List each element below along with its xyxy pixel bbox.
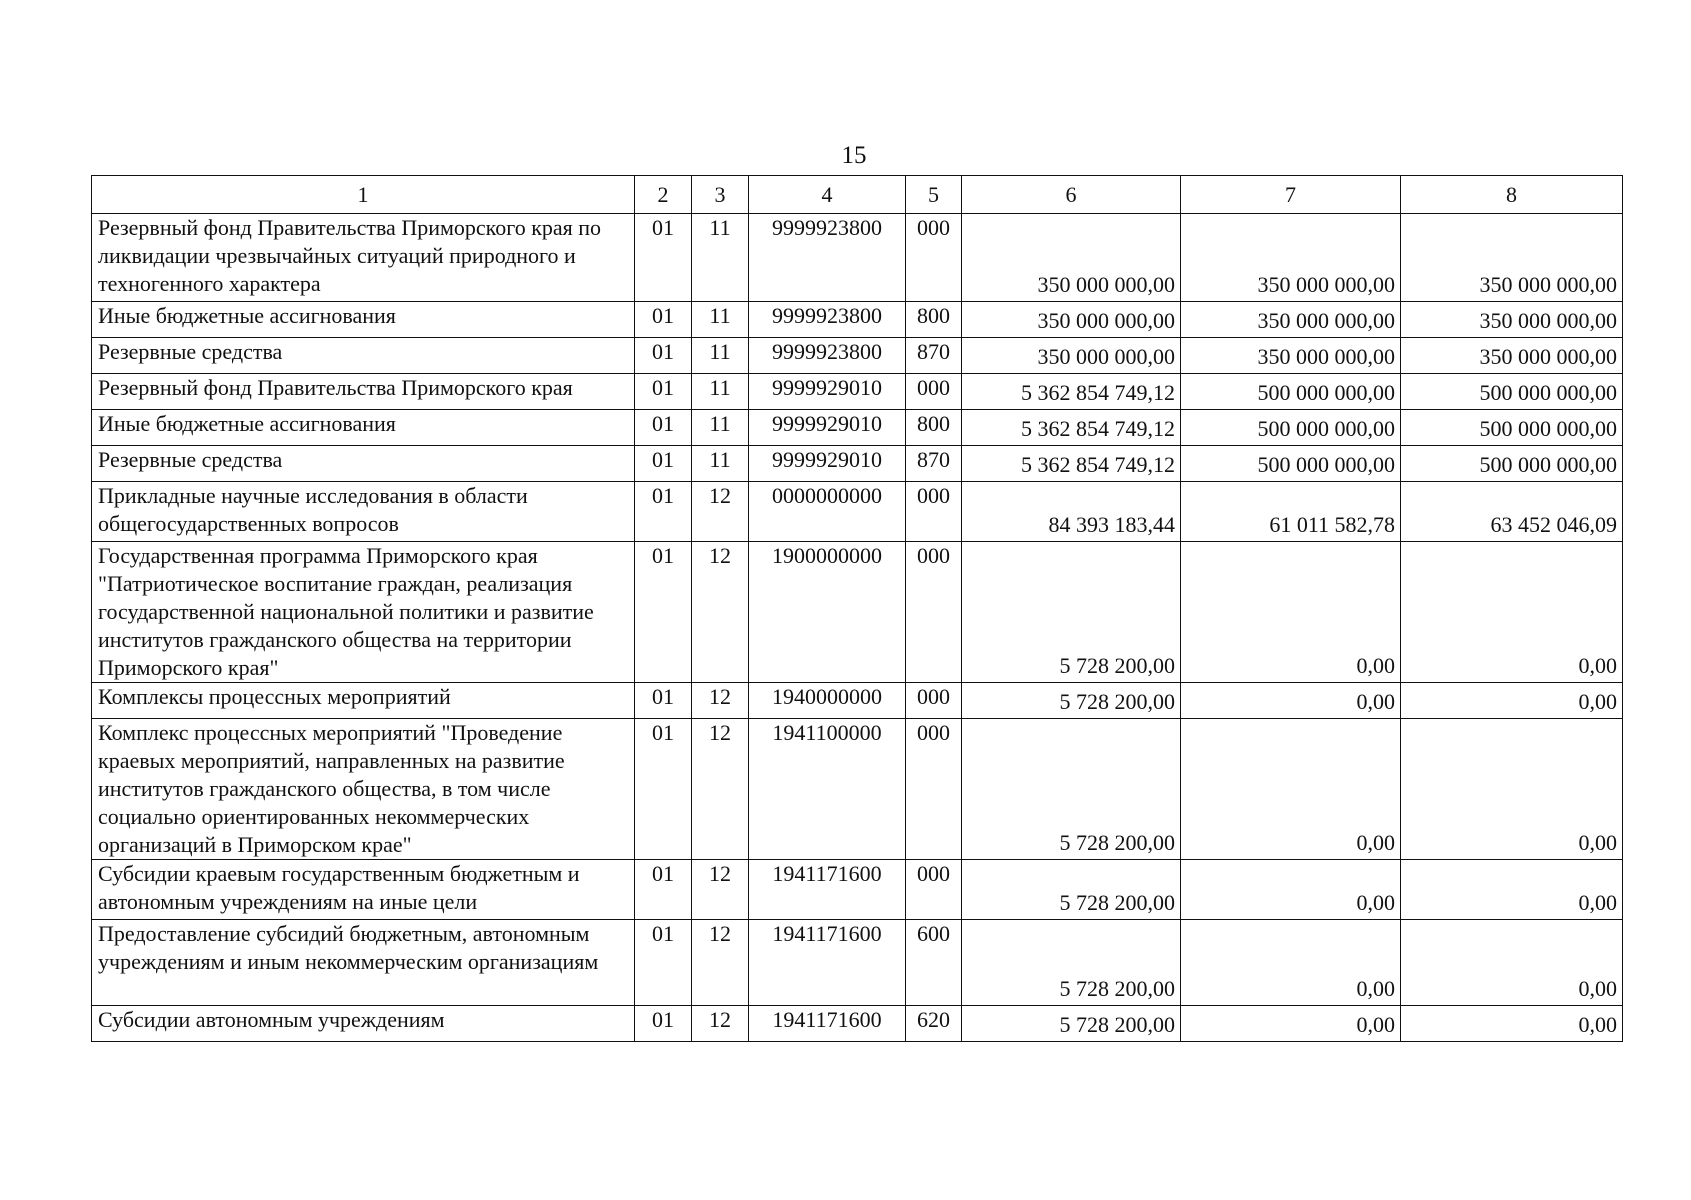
amount-col6-cell: 5 728 200,00 <box>962 1006 1181 1042</box>
amount-col8-cell: 0,00 <box>1401 719 1623 860</box>
section-code-cell: 01 <box>635 446 692 482</box>
target-article-code-cell: 1941171600 <box>749 860 906 920</box>
section-code-cell: 01 <box>635 719 692 860</box>
subsection-code-cell: 12 <box>692 1006 749 1042</box>
amount-col6-cell: 5 362 854 749,12 <box>962 410 1181 446</box>
expense-type-code-cell: 620 <box>906 1006 962 1042</box>
row-name-cell: Субсидии автономным учреждениям <box>92 1006 635 1042</box>
subsection-code-cell: 12 <box>692 860 749 920</box>
row-name-cell: Резервный фонд Правительства Приморского края по ликвидации чрезвычайных ситуаций природного и техногенного характера <box>92 214 635 302</box>
amount-col8-cell: 350 000 000,00 <box>1401 302 1623 338</box>
amount-col8-cell: 500 000 000,00 <box>1401 374 1623 410</box>
amount-col8-cell: 63 452 046,09 <box>1401 482 1623 542</box>
header-cell-4: 4 <box>749 176 906 214</box>
target-article-code-cell: 9999923800 <box>749 302 906 338</box>
expense-type-code-cell: 000 <box>906 683 962 719</box>
expense-type-code-cell: 000 <box>906 214 962 302</box>
subsection-code-cell: 11 <box>692 446 749 482</box>
amount-col7-cell: 0,00 <box>1181 719 1401 860</box>
table-row <box>92 302 1623 338</box>
target-article-code-cell: 1941171600 <box>749 1006 906 1042</box>
expense-type-code-cell: 800 <box>906 410 962 446</box>
section-code-cell: 01 <box>635 860 692 920</box>
amount-col6-cell: 5 728 200,00 <box>962 920 1181 1006</box>
expense-type-code-cell: 000 <box>906 374 962 410</box>
table-row <box>92 338 1623 374</box>
table-row <box>92 482 1623 542</box>
section-code-cell: 01 <box>635 374 692 410</box>
section-code-cell: 01 <box>635 482 692 542</box>
target-article-code-cell: 9999923800 <box>749 338 906 374</box>
amount-col7-cell: 500 000 000,00 <box>1181 446 1401 482</box>
table-row <box>92 446 1623 482</box>
header-cell-8: 8 <box>1401 176 1623 214</box>
subsection-code-cell: 11 <box>692 338 749 374</box>
target-article-code-cell: 9999929010 <box>749 410 906 446</box>
header-cell-3: 3 <box>692 176 749 214</box>
table-row <box>92 1006 1623 1042</box>
row-name-cell: Предоставление субсидий бюджетным, автономным учреждениям и иным некоммерческим организациям <box>92 920 635 1006</box>
header-row <box>92 176 1623 214</box>
amount-col7-cell: 0,00 <box>1181 1006 1401 1042</box>
target-article-code-cell: 9999923800 <box>749 214 906 302</box>
table-row <box>92 920 1623 1006</box>
amount-col8-cell: 500 000 000,00 <box>1401 410 1623 446</box>
row-name-cell: Резервные средства <box>92 338 635 374</box>
target-article-code-cell: 1941171600 <box>749 920 906 1006</box>
target-article-code-cell: 0000000000 <box>749 482 906 542</box>
row-name-cell: Резервные средства <box>92 446 635 482</box>
subsection-code-cell: 11 <box>692 302 749 338</box>
amount-col6-cell: 5 728 200,00 <box>962 719 1181 860</box>
amount-col7-cell: 350 000 000,00 <box>1181 338 1401 374</box>
row-name-cell: Прикладные научные исследования в области общегосударственных вопросов <box>92 482 635 542</box>
expense-type-code-cell: 000 <box>906 482 962 542</box>
amount-col7-cell: 0,00 <box>1181 920 1401 1006</box>
target-article-code-cell: 9999929010 <box>749 374 906 410</box>
amount-col7-cell: 350 000 000,00 <box>1181 302 1401 338</box>
amount-col7-cell: 0,00 <box>1181 542 1401 683</box>
section-code-cell: 01 <box>635 683 692 719</box>
page-number: 15 <box>841 142 867 169</box>
target-article-code-cell: 9999929010 <box>749 446 906 482</box>
section-code-cell: 01 <box>635 920 692 1006</box>
expense-type-code-cell: 000 <box>906 719 962 860</box>
row-name-cell: Иные бюджетные ассигнования <box>92 302 635 338</box>
amount-col6-cell: 84 393 183,44 <box>962 482 1181 542</box>
amount-col8-cell: 500 000 000,00 <box>1401 446 1623 482</box>
header-cell-2: 2 <box>635 176 692 214</box>
amount-col6-cell: 5 728 200,00 <box>962 542 1181 683</box>
header-cell-1: 1 <box>92 176 635 214</box>
row-name-cell: Комплекс процессных мероприятий "Проведение краевых мероприятий, направленных на развитие институтов гражданского общества, в том числе социально ориентированных некоммерческих организаций в Приморском крае" <box>92 719 635 860</box>
row-name-cell: Иные бюджетные ассигнования <box>92 410 635 446</box>
table-row <box>92 683 1623 719</box>
subsection-code-cell: 12 <box>692 542 749 683</box>
subsection-code-cell: 12 <box>692 482 749 542</box>
amount-col6-cell: 350 000 000,00 <box>962 338 1181 374</box>
subsection-code-cell: 12 <box>692 683 749 719</box>
target-article-code-cell: 1941100000 <box>749 719 906 860</box>
subsection-code-cell: 11 <box>692 214 749 302</box>
header-cell-6: 6 <box>962 176 1181 214</box>
section-code-cell: 01 <box>635 410 692 446</box>
table-row <box>92 374 1623 410</box>
target-article-code-cell: 1900000000 <box>749 542 906 683</box>
amount-col7-cell: 61 011 582,78 <box>1181 482 1401 542</box>
amount-col6-cell: 5 362 854 749,12 <box>962 374 1181 410</box>
expense-type-code-cell: 800 <box>906 302 962 338</box>
amount-col6-cell: 350 000 000,00 <box>962 302 1181 338</box>
expense-type-code-cell: 600 <box>906 920 962 1006</box>
amount-col7-cell: 500 000 000,00 <box>1181 374 1401 410</box>
table-row <box>92 214 1623 302</box>
expense-type-code-cell: 000 <box>906 542 962 683</box>
amount-col8-cell: 0,00 <box>1401 920 1623 1006</box>
section-code-cell: 01 <box>635 338 692 374</box>
amount-col8-cell: 0,00 <box>1401 683 1623 719</box>
section-code-cell: 01 <box>635 214 692 302</box>
budget-table <box>91 175 1623 1042</box>
header-cell-7: 7 <box>1181 176 1401 214</box>
table-row <box>92 410 1623 446</box>
table-row <box>92 860 1623 920</box>
expense-type-code-cell: 870 <box>906 446 962 482</box>
table-row <box>92 719 1623 860</box>
amount-col8-cell: 0,00 <box>1401 542 1623 683</box>
expense-type-code-cell: 000 <box>906 860 962 920</box>
amount-col6-cell: 5 728 200,00 <box>962 860 1181 920</box>
amount-col6-cell: 5 728 200,00 <box>962 683 1181 719</box>
table-row <box>92 542 1623 683</box>
subsection-code-cell: 12 <box>692 719 749 860</box>
header-cell-5: 5 <box>906 176 962 214</box>
row-name-cell: Субсидии краевым государственным бюджетным и автономным учреждениям на иные цели <box>92 860 635 920</box>
amount-col6-cell: 350 000 000,00 <box>962 214 1181 302</box>
section-code-cell: 01 <box>635 542 692 683</box>
row-name-cell: Государственная программа Приморского края "Патриотическое воспитание граждан, реализация государственной национальной политики и развитие институтов гражданского общества на территории Приморского края" <box>92 542 635 683</box>
amount-col7-cell: 0,00 <box>1181 683 1401 719</box>
section-code-cell: 01 <box>635 1006 692 1042</box>
subsection-code-cell: 12 <box>692 920 749 1006</box>
target-article-code-cell: 1940000000 <box>749 683 906 719</box>
row-name-cell: Резервный фонд Правительства Приморского края <box>92 374 635 410</box>
amount-col7-cell: 350 000 000,00 <box>1181 214 1401 302</box>
amount-col8-cell: 0,00 <box>1401 860 1623 920</box>
table-body <box>92 176 1623 1042</box>
amount-col6-cell: 5 362 854 749,12 <box>962 446 1181 482</box>
section-code-cell: 01 <box>635 302 692 338</box>
amount-col8-cell: 350 000 000,00 <box>1401 214 1623 302</box>
amount-col8-cell: 0,00 <box>1401 1006 1623 1042</box>
subsection-code-cell: 11 <box>692 374 749 410</box>
expense-type-code-cell: 870 <box>906 338 962 374</box>
row-name-cell: Комплексы процессных мероприятий <box>92 683 635 719</box>
amount-col7-cell: 0,00 <box>1181 860 1401 920</box>
amount-col8-cell: 350 000 000,00 <box>1401 338 1623 374</box>
amount-col7-cell: 500 000 000,00 <box>1181 410 1401 446</box>
subsection-code-cell: 11 <box>692 410 749 446</box>
